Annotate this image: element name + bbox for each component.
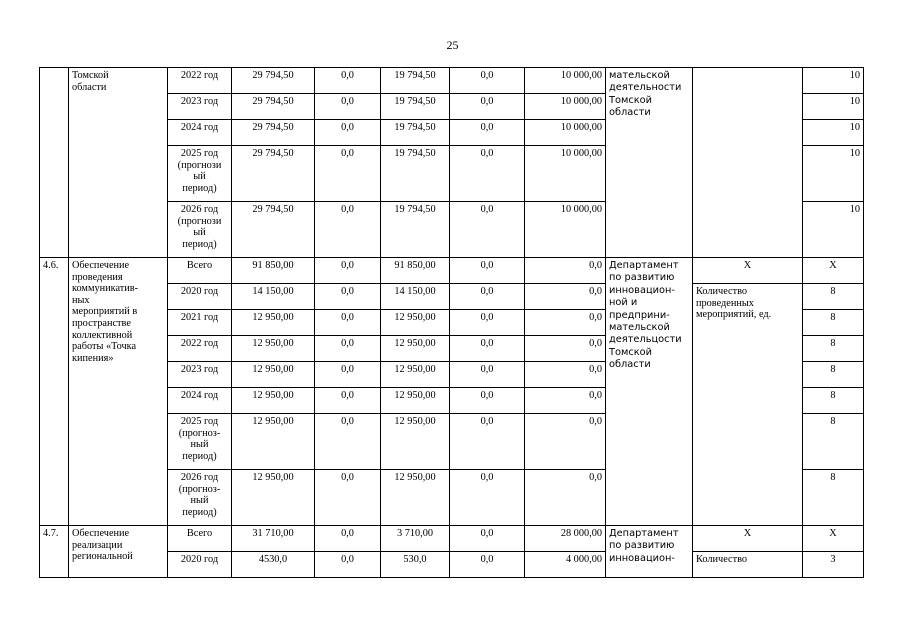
regional-cell: 12 950,00	[381, 310, 450, 336]
federal-cell: 0,0	[315, 94, 381, 120]
total-cell: 29 794,50	[232, 68, 315, 94]
item-number-cell: 4.7.	[40, 526, 69, 578]
item-number-cell: 4.6.	[40, 258, 69, 526]
total-cell: 12 950,00	[232, 388, 315, 414]
regional-cell: 12 950,00	[381, 336, 450, 362]
target-cell: 10	[803, 68, 864, 94]
other-cell: 0,0	[525, 388, 606, 414]
regional-cell: 19 794,50	[381, 68, 450, 94]
federal-cell: 0,0	[315, 552, 381, 578]
federal-cell: 0,0	[315, 68, 381, 94]
responsible-cell: мательской деятельности Томской области	[606, 68, 693, 258]
other-cell: 0,0	[525, 470, 606, 526]
regional-cell: 3 710,00	[381, 526, 450, 552]
regional-cell: 12 950,00	[381, 388, 450, 414]
local-cell: 0,0	[450, 68, 525, 94]
year-cell: Всего	[168, 258, 232, 284]
federal-cell: 0,0	[315, 414, 381, 470]
local-cell: 0,0	[450, 202, 525, 258]
year-cell: 2026 год (прогнози ый период)	[168, 202, 232, 258]
regional-cell: 19 794,50	[381, 120, 450, 146]
year-cell: 2022 год	[168, 336, 232, 362]
other-cell: 0,0	[525, 310, 606, 336]
regional-cell: 19 794,50	[381, 94, 450, 120]
total-cell: 12 950,00	[232, 470, 315, 526]
other-cell: 0,0	[525, 336, 606, 362]
table-row	[40, 258, 864, 284]
federal-cell: 0,0	[315, 526, 381, 552]
local-cell: 0,0	[450, 552, 525, 578]
regional-cell: 19 794,50	[381, 146, 450, 202]
target-cell: 8	[803, 284, 864, 310]
responsible-cell: Департамент по развитию инновацион- ной и предприни- мательской деятельцости Томской области	[606, 258, 693, 526]
local-cell: 0,0	[450, 336, 525, 362]
item-number-cell	[40, 68, 69, 258]
federal-cell: 0,0	[315, 120, 381, 146]
other-cell: 10 000,00	[525, 120, 606, 146]
other-cell: 0,0	[525, 284, 606, 310]
target-cell: 10	[803, 146, 864, 202]
table-row	[40, 526, 864, 552]
year-cell: 2022 год	[168, 68, 232, 94]
total-cell: 14 150,00	[232, 284, 315, 310]
indicator-cell: Количество	[693, 552, 803, 578]
local-cell: 0,0	[450, 120, 525, 146]
other-cell: 0,0	[525, 258, 606, 284]
total-cell: 12 950,00	[232, 414, 315, 470]
target-cell: Х	[803, 258, 864, 284]
target-cell: 8	[803, 388, 864, 414]
target-cell: Х	[803, 526, 864, 552]
federal-cell: 0,0	[315, 362, 381, 388]
page-number: 25	[446, 38, 459, 52]
program-table	[39, 67, 864, 578]
target-cell: 10	[803, 94, 864, 120]
total-cell: 29 794,50	[232, 120, 315, 146]
total-cell: 4530,0	[232, 552, 315, 578]
other-cell: 10 000,00	[525, 94, 606, 120]
year-cell: 2024 год	[168, 388, 232, 414]
regional-cell: 530,0	[381, 552, 450, 578]
year-cell: 2020 год	[168, 552, 232, 578]
regional-cell: 19 794,50	[381, 202, 450, 258]
local-cell: 0,0	[450, 414, 525, 470]
total-cell: 31 710,00	[232, 526, 315, 552]
local-cell: 0,0	[450, 388, 525, 414]
federal-cell: 0,0	[315, 202, 381, 258]
year-cell: 2026 год (прогноз- ный период)	[168, 470, 232, 526]
other-cell: 4 000,00	[525, 552, 606, 578]
responsible-cell: Департамент по развитию инновацион-	[606, 526, 693, 578]
total-cell: 12 950,00	[232, 336, 315, 362]
other-cell: 28 000,00	[525, 526, 606, 552]
regional-cell: 12 950,00	[381, 362, 450, 388]
item-name-cell: Обеспечение реализации региональной	[69, 526, 168, 578]
total-cell: 29 794,50	[232, 146, 315, 202]
target-cell: 8	[803, 336, 864, 362]
item-name-cell: Томской области	[69, 68, 168, 258]
other-cell: 0,0	[525, 362, 606, 388]
total-cell: 12 950,00	[232, 362, 315, 388]
federal-cell: 0,0	[315, 470, 381, 526]
local-cell: 0,0	[450, 258, 525, 284]
local-cell: 0,0	[450, 284, 525, 310]
year-cell: 2020 год	[168, 284, 232, 310]
other-cell: 10 000,00	[525, 146, 606, 202]
local-cell: 0,0	[450, 470, 525, 526]
year-cell: Всего	[168, 526, 232, 552]
total-cell: 29 794,50	[232, 202, 315, 258]
year-cell: 2023 год	[168, 362, 232, 388]
regional-cell: 12 950,00	[381, 470, 450, 526]
target-cell: 10	[803, 120, 864, 146]
indicator-cell: Количество проведенных мероприятий, ед.	[693, 284, 803, 526]
year-cell: 2025 год (прогноз- ный период)	[168, 414, 232, 470]
local-cell: 0,0	[450, 310, 525, 336]
federal-cell: 0,0	[315, 284, 381, 310]
other-cell: 10 000,00	[525, 68, 606, 94]
federal-cell: 0,0	[315, 146, 381, 202]
program-table-body	[40, 68, 864, 578]
federal-cell: 0,0	[315, 310, 381, 336]
federal-cell: 0,0	[315, 388, 381, 414]
federal-cell: 0,0	[315, 258, 381, 284]
table-row	[40, 68, 864, 94]
target-cell: 3	[803, 552, 864, 578]
target-cell: 8	[803, 310, 864, 336]
indicator-x-cell: Х	[693, 258, 803, 284]
total-cell: 91 850,00	[232, 258, 315, 284]
year-cell: 2021 год	[168, 310, 232, 336]
year-cell: 2024 год	[168, 120, 232, 146]
target-cell: 8	[803, 362, 864, 388]
item-name-cell: Обеспечение проведения коммуникатив- ных мероприятий в пространстве коллективной работы «Точка кипения»	[69, 258, 168, 526]
regional-cell: 91 850,00	[381, 258, 450, 284]
regional-cell: 14 150,00	[381, 284, 450, 310]
local-cell: 0,0	[450, 146, 525, 202]
regional-cell: 12 950,00	[381, 414, 450, 470]
target-cell: 8	[803, 414, 864, 470]
year-cell: 2023 год	[168, 94, 232, 120]
other-cell: 10 000,00	[525, 202, 606, 258]
year-cell: 2025 год (прогнози ый период)	[168, 146, 232, 202]
indicator-cell	[693, 68, 803, 258]
local-cell: 0,0	[450, 362, 525, 388]
other-cell: 0,0	[525, 414, 606, 470]
indicator-x-cell: Х	[693, 526, 803, 552]
local-cell: 0,0	[450, 94, 525, 120]
federal-cell: 0,0	[315, 336, 381, 362]
local-cell: 0,0	[450, 526, 525, 552]
target-cell: 8	[803, 470, 864, 526]
total-cell: 12 950,00	[232, 310, 315, 336]
total-cell: 29 794,50	[232, 94, 315, 120]
target-cell: 10	[803, 202, 864, 258]
